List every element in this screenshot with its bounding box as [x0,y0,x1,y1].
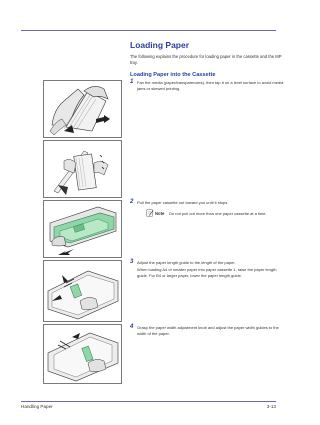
section-subtitle: Loading Paper into the Cassette [130,72,216,78]
illustration-width-guide [43,324,122,384]
step-number-1: 1 [130,79,134,85]
page-number: 3-13 [266,404,276,409]
note-text: Do not pull out more than one paper cassette at a time. [169,211,267,216]
step-text-3: Adjust the paper length guide to the length of the paper. [137,260,236,265]
illustration-length-guide [43,260,122,322]
illustration-fan-paper [43,80,122,138]
page-title: Loading Paper [130,40,190,50]
footer-section: Handling Paper [21,404,53,409]
illustration-pull-cassette [43,200,122,258]
step-number-4: 4 [130,324,134,330]
note-label: Note [155,211,165,216]
step-number-2: 2 [130,199,134,205]
note-icon [146,209,154,217]
illustration-tap-paper [43,140,122,198]
step-text-1: Fan the media (paper/transparencies), then tap it on a level surface to avoid media jams or skewed printing. [137,80,284,91]
step-number-3: 3 [130,259,134,265]
step-text-2: Pull the paper cassette out toward you until it stops. [137,200,229,205]
step-text-4: Grasp the paper width adjustment knob and adjust the paper width guides to the width of the paper. [137,325,279,336]
intro-paragraph: The following explains the procedure for loading paper in the cassette and the MP tray. [130,54,282,65]
header-rule [21,30,276,31]
step-text-3-detail: When loading A4 or smaller paper into paper cassette 1, raise the paper length guide. For B4 or larger paper, lower the paper length guide. [137,267,277,278]
footer-rule [21,401,276,402]
